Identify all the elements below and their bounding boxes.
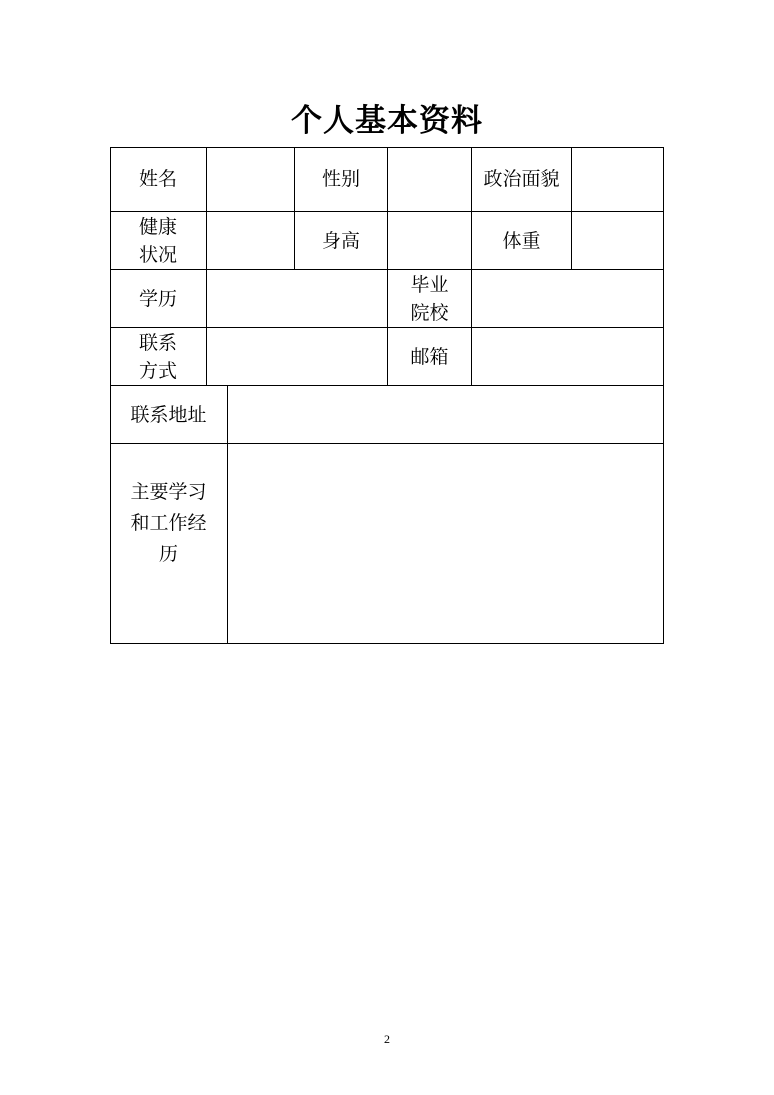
contact-label: 联系 方式	[138, 331, 177, 382]
experience-field[interactable]	[228, 444, 663, 643]
political-status-field[interactable]	[572, 148, 663, 211]
health-label: 健康 状况	[138, 215, 177, 266]
weight-field[interactable]	[572, 212, 663, 269]
height-label: 身高	[321, 229, 360, 252]
experience-label: 主要学习 和工作经 历	[130, 481, 207, 565]
address-label: 联系地址	[130, 403, 207, 426]
contact-field[interactable]	[207, 328, 387, 385]
page-title: 个人基本资料	[291, 103, 483, 139]
address-field[interactable]	[228, 386, 663, 443]
page-number: 2	[384, 1032, 390, 1046]
weight-label: 体重	[502, 229, 541, 252]
education-label: 学历	[138, 287, 177, 310]
political-status-label: 政治面貌	[483, 168, 560, 190]
gender-field[interactable]	[388, 148, 471, 211]
height-field[interactable]	[388, 212, 471, 269]
school-label: 毕业 院校	[410, 273, 449, 324]
name-field[interactable]	[207, 148, 294, 211]
gender-label: 性别	[321, 168, 360, 190]
name-label: 姓名	[138, 168, 177, 190]
email-field[interactable]	[472, 328, 663, 385]
email-label: 邮箱	[410, 345, 449, 368]
education-field[interactable]	[207, 270, 387, 327]
health-field[interactable]	[207, 212, 294, 269]
school-field[interactable]	[472, 270, 663, 327]
